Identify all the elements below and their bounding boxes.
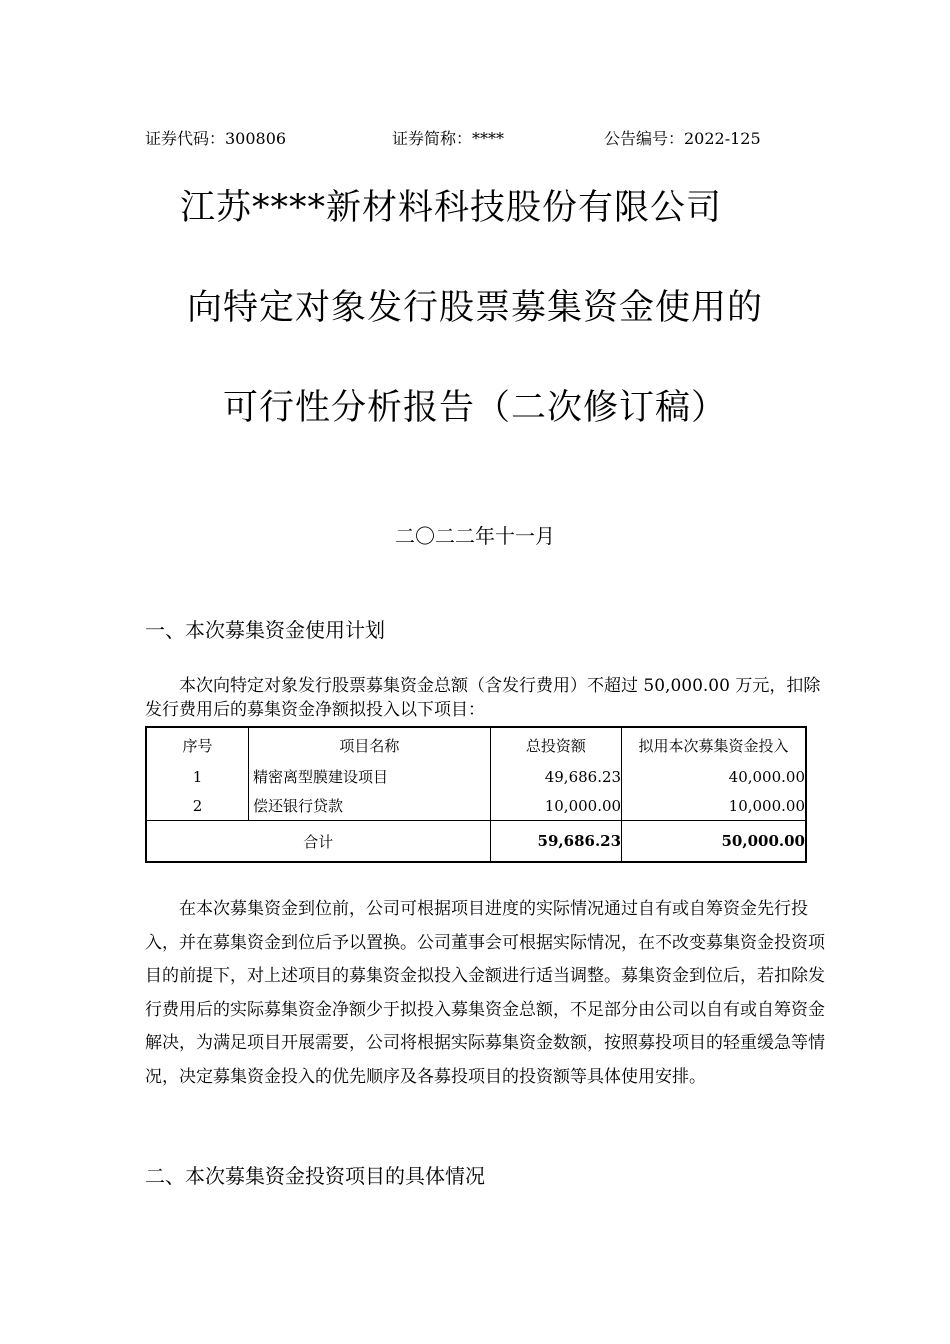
- row-project-name-text: 偿还银行贷款: [253, 797, 344, 815]
- header-raised-funds: 拟用本次募集资金投入: [638, 736, 789, 755]
- section2-heading: 二、本次募集资金投资项目的具体情况: [145, 1164, 485, 1188]
- row-serial: 1: [146, 762, 249, 791]
- table-header-row: [146, 727, 806, 762]
- row-project-name-text: 精密离型膜建设项目: [253, 768, 389, 786]
- section1-intro: 本次向特定对象发行股票募集资金总额（含发行费用）不超过 50,000.00 万元，扣除发行费用后的募集资金净额拟投入以下项目：: [145, 676, 821, 720]
- announcement-number: 公告编号：2022-125: [604, 129, 761, 148]
- total-label: 合计: [146, 821, 490, 863]
- row-raised-funds: 10,000.00: [728, 796, 805, 815]
- table-row: [146, 762, 806, 791]
- header-total-investment: 总投资额: [490, 727, 621, 762]
- row-project-name: [249, 791, 491, 821]
- row-raised-funds: 40,000.00: [728, 767, 805, 786]
- fund-usage-table: [145, 726, 807, 863]
- section1-heading: 一、本次募集资金使用计划: [145, 618, 385, 642]
- row-total-investment: 49,686.23: [490, 762, 621, 791]
- table-total-row: [146, 821, 806, 863]
- row-serial: 2: [146, 791, 249, 821]
- header-project-name: 项目名称: [249, 727, 491, 762]
- total-raised-funds: 50,000.00: [622, 821, 806, 863]
- report-date: 二〇二二年十一月: [395, 524, 555, 548]
- stock-abbreviation: 证券简称：****: [392, 129, 505, 148]
- total-investment: 59,686.23: [490, 821, 621, 863]
- report-title-line3: 可行性分析报告（二次修订稿）: [222, 388, 727, 428]
- row-project-name: [249, 762, 491, 791]
- report-title-line2: 向特定对象发行股票募集资金使用的: [186, 288, 763, 328]
- stock-code: 证券代码：300806: [145, 129, 287, 148]
- header-serial: 序号: [146, 727, 249, 762]
- section1-body: 在本次募集资金到位前，公司可根据项目进度的实际情况通过自有或自筹资金先行投入，并在募集资金到位后予以置换。公司董事会可根据实际情况，在不改变募集资金投资项目的前提下，对上述项目的募集资金拟投入金额进行适当调整。募集资金到位后，若扣除发行费用后的实际募集资金净额少于拟投入募集资金总额，不足部分由公司以自有或自筹资金解决，为满足项目开展需要，公司将根据实际募集资金数额，按照募投项目的轻重缓急等情况，决定募集资金投入的优先顺序及各募投项目的投资额等具体使用安排。: [145, 899, 825, 1087]
- table-row: [146, 791, 806, 821]
- row-total-investment: 10,000.00: [490, 791, 621, 821]
- company-name-title: 江苏****新材料科技股份有限公司: [180, 188, 723, 228]
